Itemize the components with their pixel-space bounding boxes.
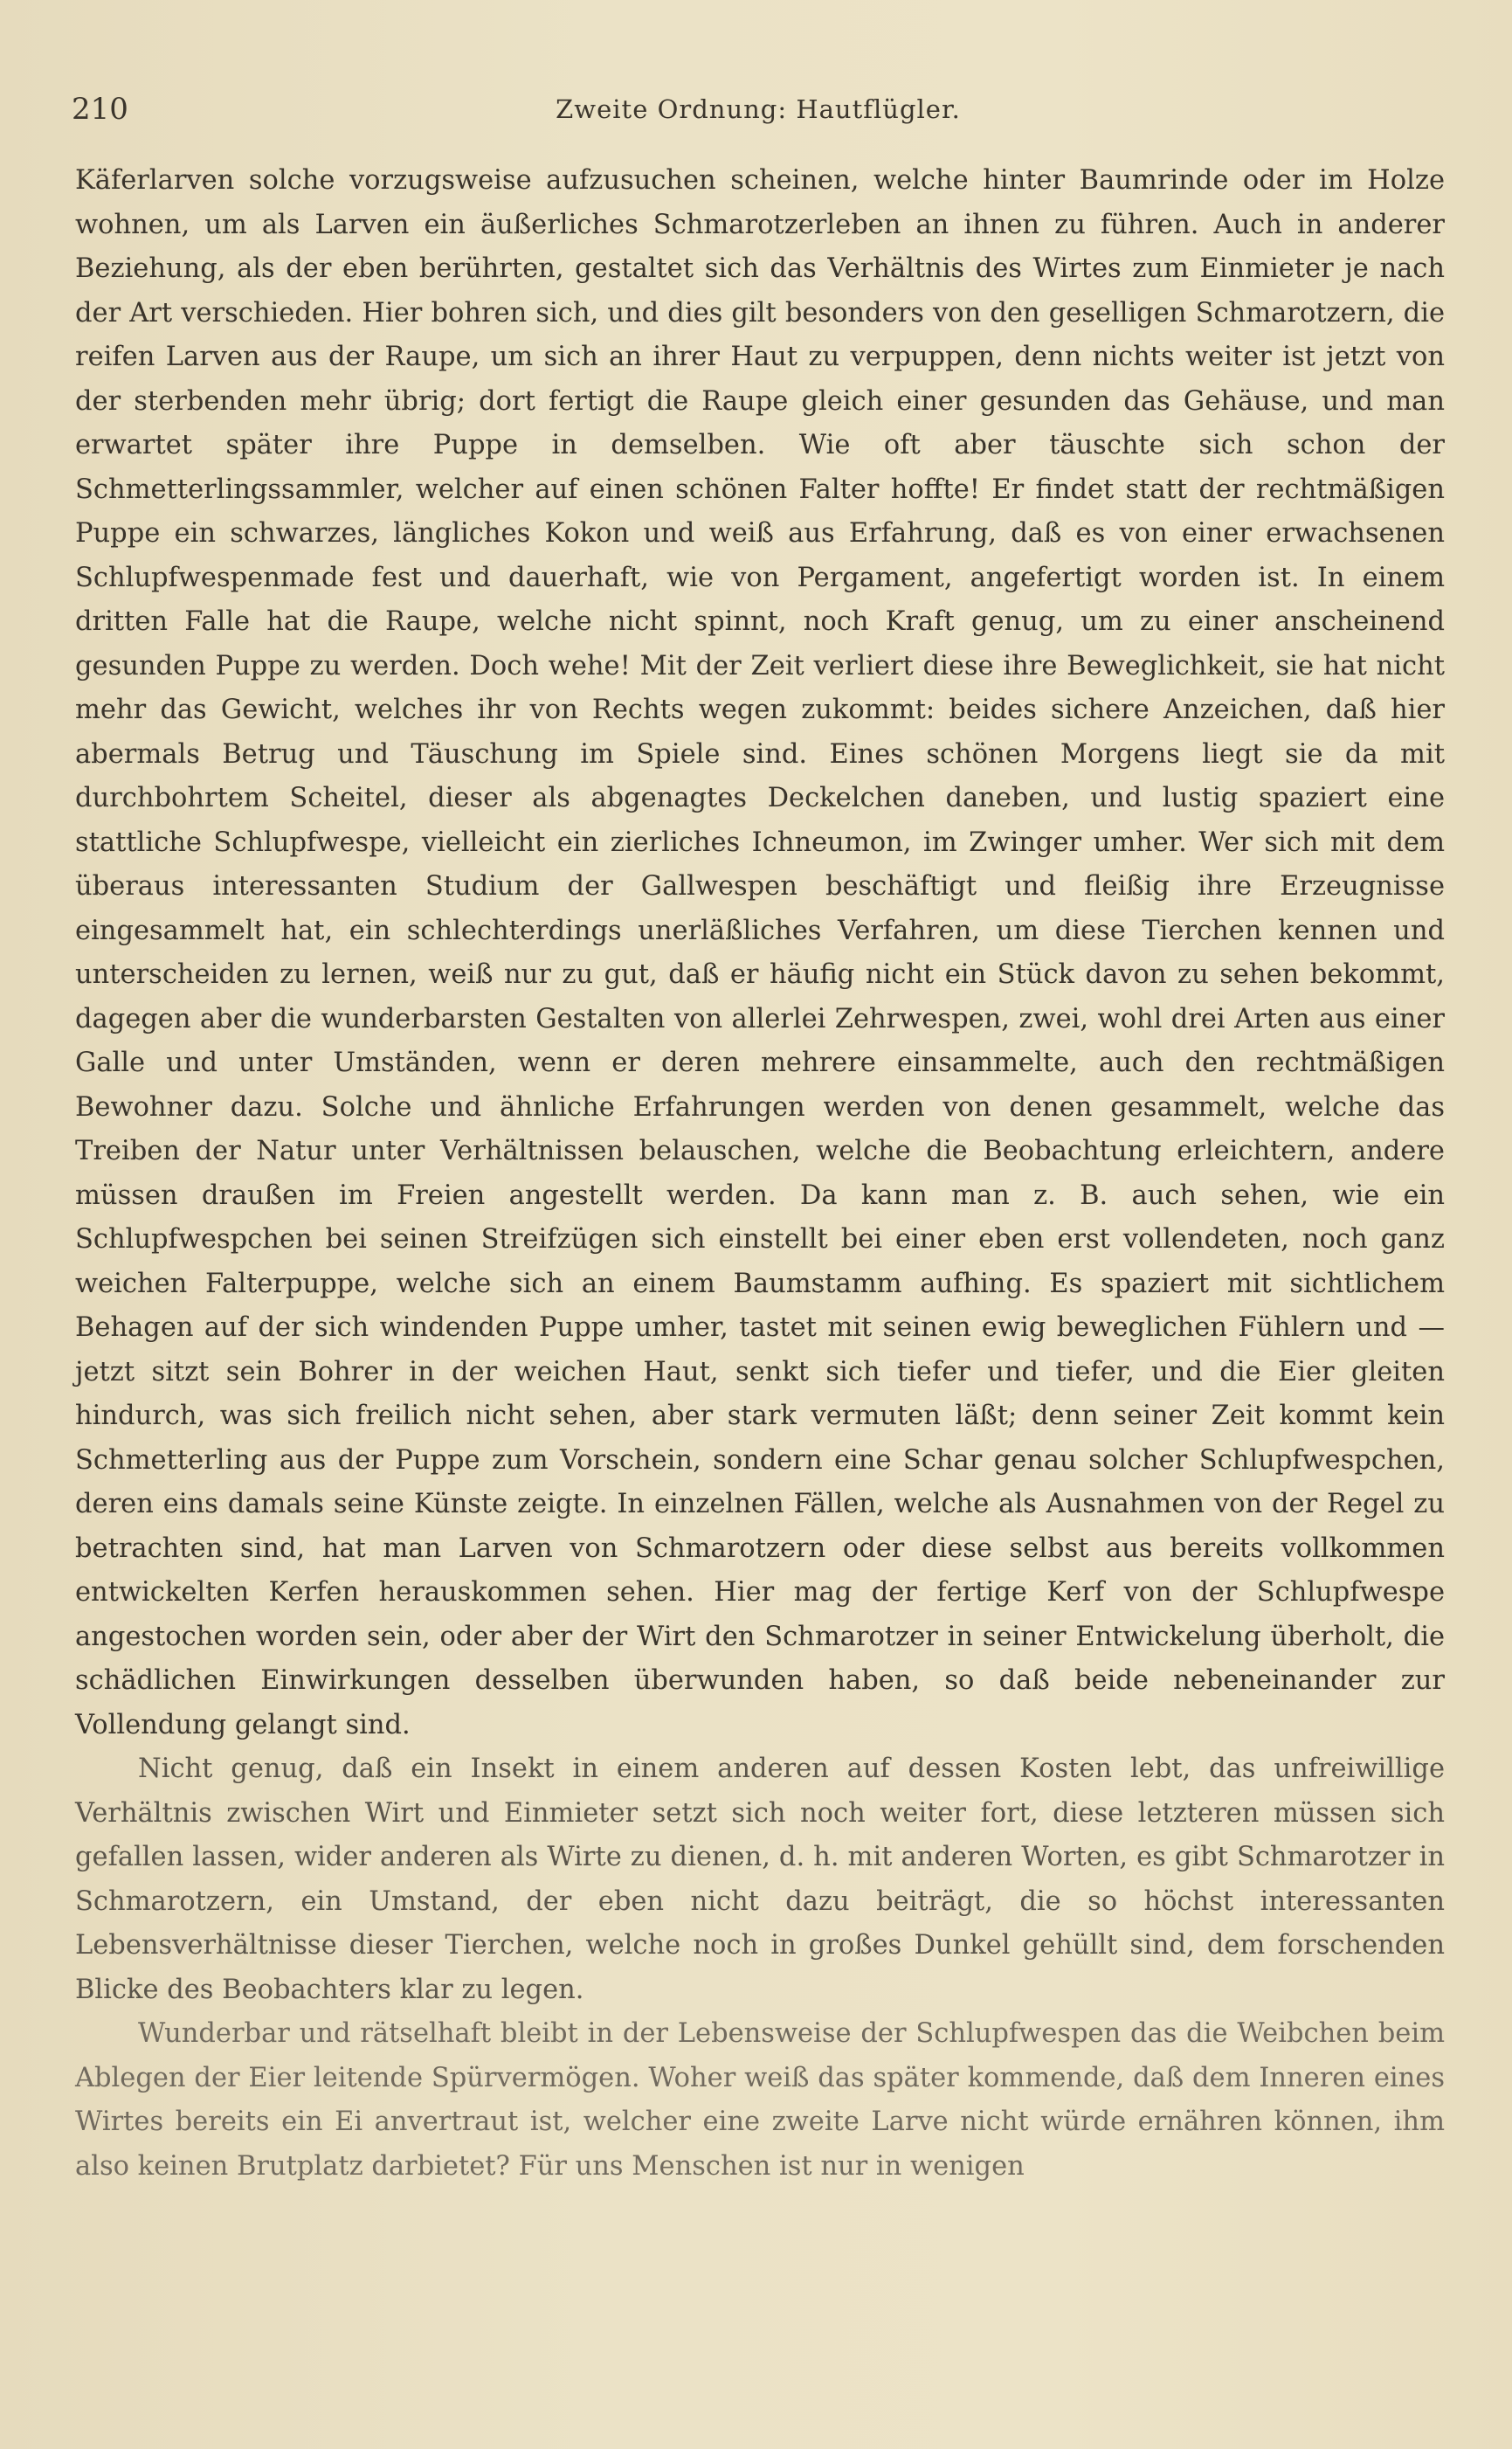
paragraph-2: Nicht genug, daß ein Insekt in einem anderen auf dessen Kosten lebt, das unfreiwillige Verhältnis zwischen Wirt und Einmieter setzt sich noch weiter fort, diese letzteren müssen sich gefallen lassen, wider anderen als Wirte zu dienen, d. h. mit anderen Worten, es gibt Schmarotzer in Schmarotzern, ein Umstand, der eben nicht dazu beiträgt, die so höchst interessanten Lebensverhältnisse dieser Tierchen, welche noch in großes Dunkel gehüllt sind, dem forschenden Blicke des Beobachters klar zu legen. [75,1754,1445,2005]
running-head: Zweite Ordnung: Hautflügler. [556,94,961,124]
body-text [75,159,1445,2189]
paragraph-3: Wunderbar und rätselhaft bleibt in der Lebensweise der Schlupfwespen das die Weibchen beim Ablegen der Eier leitende Spürvermögen. Woher weiß das später kommende, daß dem Inneren eines Wirtes bereits ein Ei anvertraut ist, welcher eine zweite Larve nicht würde ernähren können, ihm also keinen Brutplatz darbietet? Für uns Menschen ist nur in wenigen [75,2018,1445,2182]
page-header [72,87,1445,131]
paragraph-1: Käferlarven solche vorzugsweise aufzusuchen scheinen, welche hinter Baumrinde oder im Holze wohnen, um als Larven ein äußerliches Schmarotzerleben an ihnen zu führen. Auch in anderer Beziehung, als der eben berührten, gestaltet sich das Verhältnis des Wirtes zum Einmieter je nach der Art verschieden. Hier bohren sich, und dies gilt besonders von den geselligen Schmarotzern, die reifen Larven aus der Raupe, um sich an ihrer Haut zu verpuppen, denn nichts weiter ist jetzt von der sterbenden mehr übrig; dort fertigt die Raupe gleich einer gesunden das Gehäuse, und man erwartet später ihre Puppe in demselben. Wie oft aber täuschte sich schon der Schmetterlingssammler, welcher auf einen schönen Falter hoffte! Er findet statt der rechtmäßigen Puppe ein schwarzes, längliches Kokon und weiß aus Erfahrung, daß es von einer erwachsenen Schlupfwespenmade fest und dauerhaft, wie von Pergament, angefertigt worden ist. In einem dritten Falle hat die Raupe, welche nicht spinnt, noch Kraft genug, um zu einer anscheinend gesunden Puppe zu werden. Doch wehe! Mit der Zeit verliert diese ihre Beweglichkeit, sie hat nicht mehr das Gewicht, welches ihr von Rechts wegen zukommt: beides sichere Anzeichen, daß hier abermals Betrug und Täuschung im Spiele sind. Eines schönen Morgens liegt sie da mit durchbohrtem Scheitel, dieser als abgenagtes Deckelchen daneben, und lustig spaziert eine stattliche Schlupfwespe, vielleicht ein zierliches Ichneumon, im Zwinger umher. Wer sich mit dem überaus interessanten Studium der Gallwespen beschäftigt und fleißig ihre Erzeugnisse eingesammelt hat, ein schlechterdings unerläßliches Verfahren, um diese Tierchen kennen und unterscheiden zu lernen, weiß nur zu gut, daß er häufig nicht ein Stück davon zu sehen bekommt, dagegen aber die wunderbarsten Gestalten von allerlei Zehrwespen, zwei, wohl drei Arten aus einer Galle und unter Umständen, wenn er deren mehrere einsammelte, auch den rechtmäßigen Bewohner dazu. Solche und ähnliche Erfahrungen werden von denen gesammelt, welche das Treiben der Natur unter Verhältnissen belauschen, welche die Beobachtung erleichtern, andere müssen draußen im Freien angestellt werden. Da kann man z. B. auch sehen, wie ein Schlupfwespchen bei seinen Streifzügen sich einstellt bei einer eben erst vollendeten, noch ganz weichen Falterpuppe, welche sich an einem Baumstamm aufhing. Es spaziert mit sichtlichem Behagen auf der sich windenden Puppe umher, tastet mit seinen ewig beweglichen Fühlern und — jetzt sitzt sein Bohrer in der weichen Haut, senkt sich tiefer und tiefer, und die Eier gleiten hindurch, was sich freilich nicht sehen, aber stark vermuten läßt; denn seiner Zeit kommt kein Schmetterling aus der Puppe zum Vorschein, sondern eine Schar genau solcher Schlupfwespchen, deren eins damals seine Künste zeigte. In einzelnen Fällen, welche als Ausnahmen von der Regel zu betrachten sind, hat man Larven von Schmarotzern oder diese selbst aus bereits vollkommen entwickelten Kerfen herauskommen sehen. Hier mag der fertige Kerf von der Schlupfwespe angestochen worden sein, oder aber der Wirt den Schmarotzer in seiner Entwickelung überholt, die schädlichen Einwirkungen desselben überwunden haben, so daß beide nebeneinander zur Vollendung gelangt sind. [75,165,1445,1740]
page-number: 210 [72,92,128,127]
